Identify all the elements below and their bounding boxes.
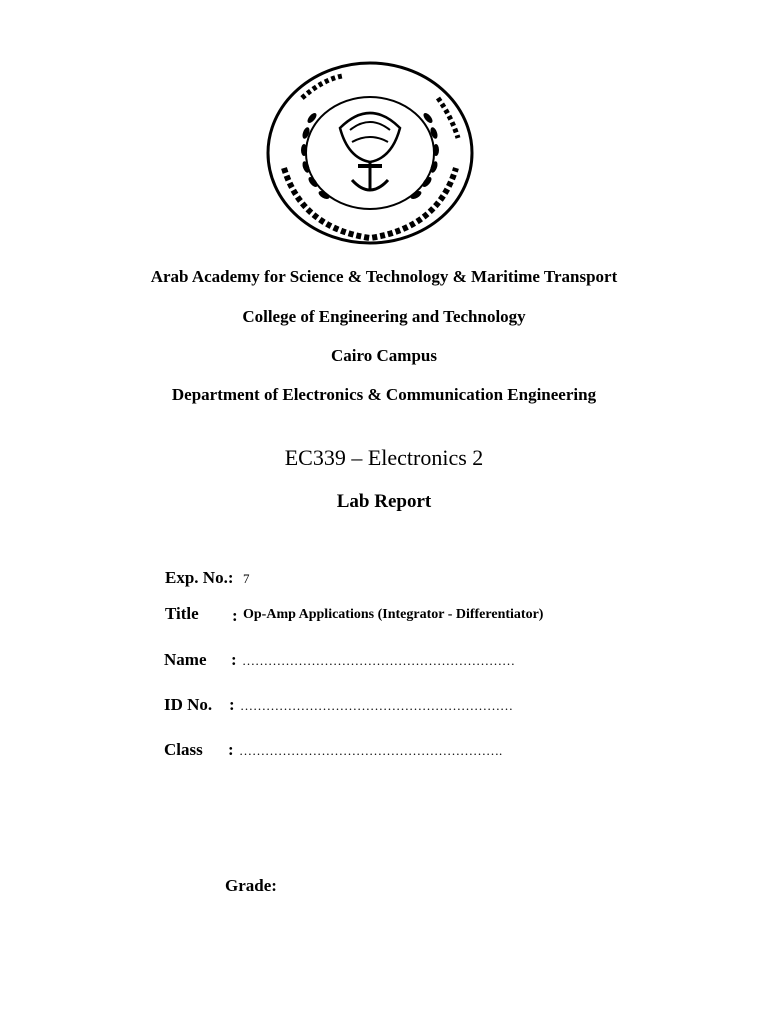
- name-separator: :: [231, 650, 237, 669]
- title-label: Title: [165, 604, 199, 623]
- college-name: College of Engineering and Technology: [242, 307, 526, 326]
- exp-no-value: 7: [243, 571, 250, 586]
- report-type: Lab Report: [336, 491, 432, 512]
- id-label: ID No.: [164, 695, 213, 714]
- class-separator: :: [228, 740, 234, 759]
- grade-label: Grade:: [225, 876, 277, 895]
- course-title: EC339 – Electronics 2: [284, 445, 484, 470]
- academy-seal-icon: [262, 58, 478, 248]
- class-label: Class: [164, 740, 203, 759]
- campus-name: Cairo Campus: [331, 346, 437, 365]
- class-blank: …………………………………………………….: [239, 743, 503, 758]
- exp-no-label: Exp. No.:: [165, 568, 234, 587]
- name-label: Name: [164, 650, 207, 669]
- id-separator: :: [229, 695, 235, 714]
- title-value: Op-Amp Applications (Integrator - Differentiator): [243, 607, 544, 622]
- institution-name: Arab Academy for Science & Technology & Maritime Transport: [150, 267, 618, 286]
- name-blank: ………………………………………………………: [242, 653, 515, 668]
- id-blank: ………………………………………………………: [240, 698, 513, 713]
- department-name: Department of Electronics & Communication Engineering: [171, 385, 597, 404]
- title-separator: :: [232, 606, 238, 625]
